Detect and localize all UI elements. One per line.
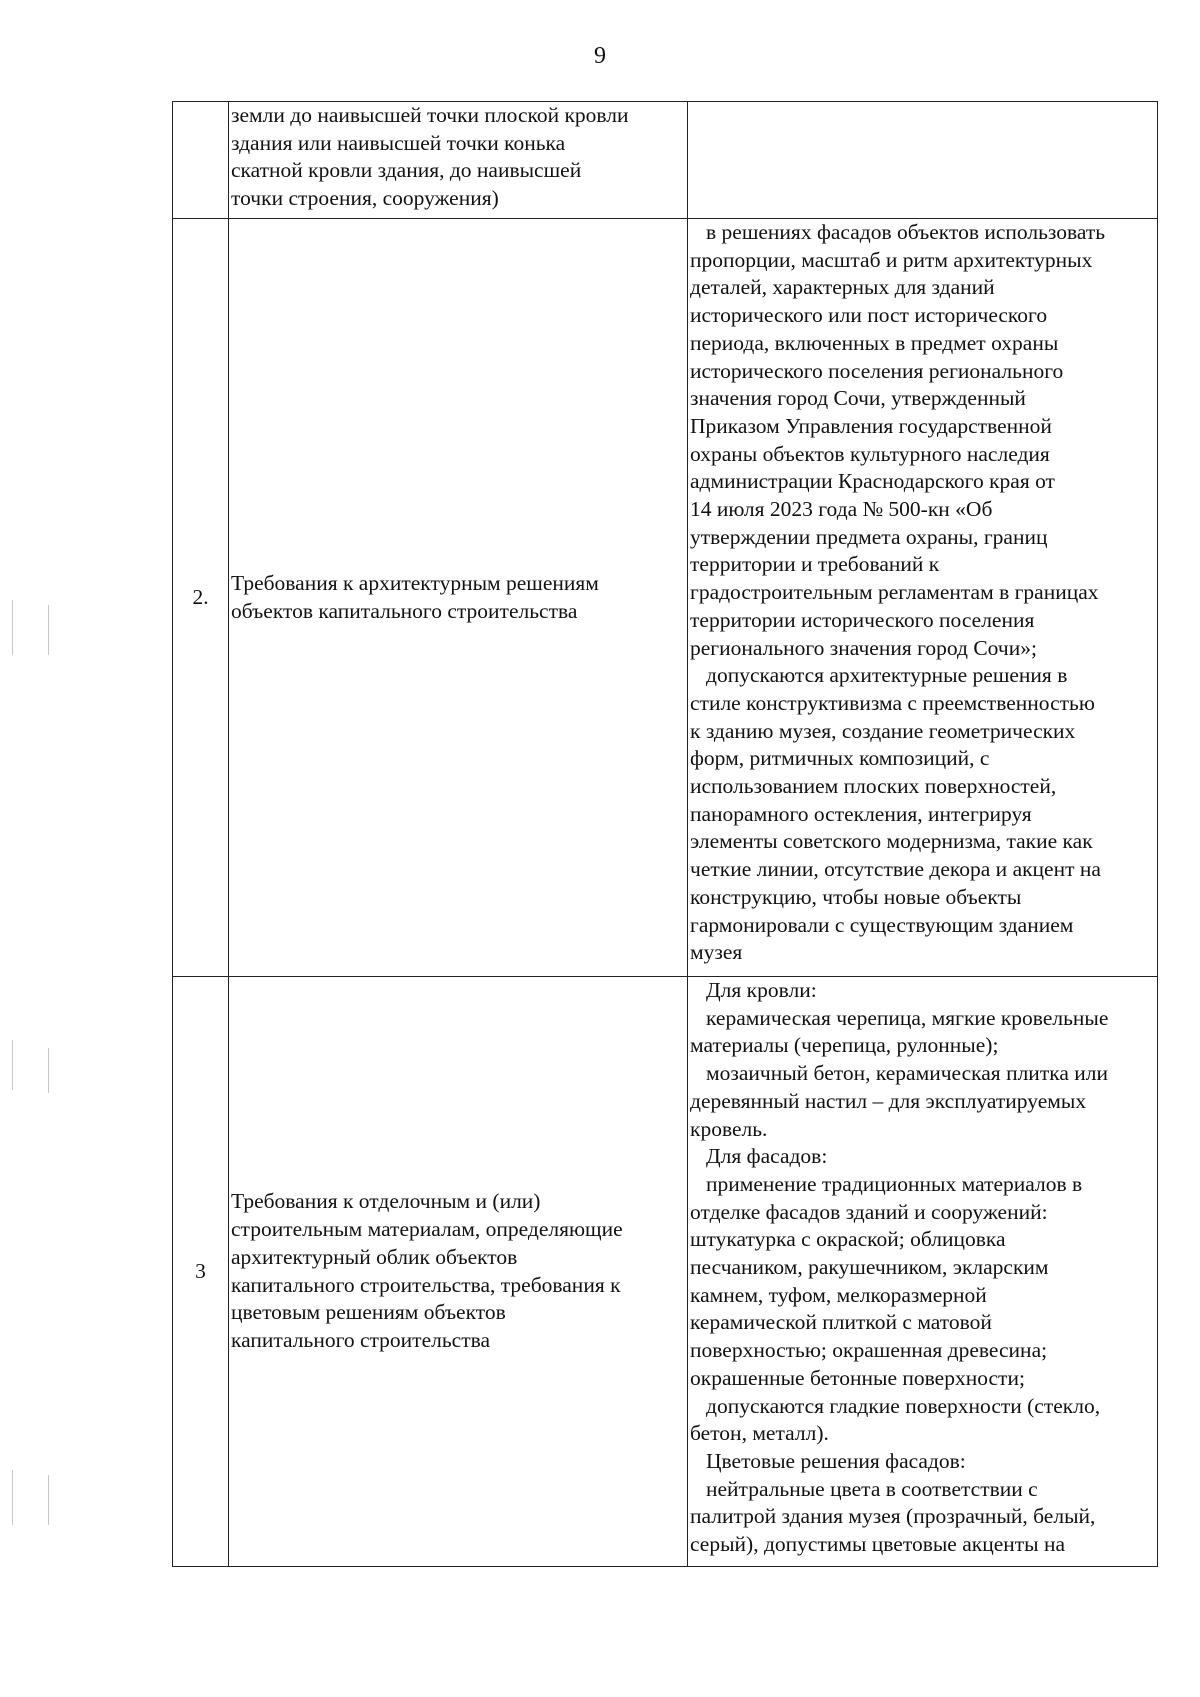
binding-marks: [8, 1040, 58, 1100]
text-line: гармонировали с существующим зданием: [690, 912, 1074, 937]
text-line: Для кровли:: [706, 978, 817, 1002]
text-line: отделке фасадов зданий и сооружений:: [690, 1199, 1048, 1224]
requirement-value: [688, 102, 1158, 219]
text-line: здания или наивысшей точки конька: [231, 130, 566, 155]
text-line: периода, включенных в предмет охраны: [690, 330, 1059, 355]
text-line: Требования к архитектурным решениям: [231, 570, 599, 595]
text-line: точки строения, сооружения): [231, 186, 499, 211]
text-line: стиле конструктивизма с преемственностью: [690, 690, 1095, 715]
text-line: капитального строительства, требования к: [231, 1272, 621, 1297]
text-line: форм, ритмичных композиций, с: [690, 746, 990, 771]
text-line: поверхностью; окрашенная древесина;: [690, 1338, 1048, 1363]
requirement-name: [229, 977, 688, 1567]
text-line: градостроительным регламентам в границах: [690, 580, 1099, 605]
table-row: [173, 977, 1158, 1567]
text-line: штукатурка с окраской; облицовка: [690, 1227, 1006, 1252]
text-line: четкие линии, отсутствие декора и акцент на: [690, 857, 1101, 882]
text-line: строительным материалам, определяющие: [231, 1217, 623, 1242]
text-line: архитектурный облик объектов: [231, 1244, 518, 1269]
row-number: 2.: [173, 219, 229, 977]
text-line: нейтральные цвета в соответствии с: [706, 1476, 1038, 1501]
text-line: Приказом Управления государственной: [690, 413, 1052, 438]
text-line: капитального строительства: [231, 1327, 491, 1352]
text-line: исторического поселения регионального: [690, 358, 1064, 383]
text-line: Для фасадов:: [706, 1144, 828, 1169]
requirement-value: [688, 977, 1158, 1567]
text-line: серый), допустимы цветовые акценты на: [690, 1532, 1066, 1557]
requirement-value: [688, 219, 1158, 977]
text-line: элементы советского модернизма, такие как: [690, 829, 1093, 854]
text-line: администрации Краснодарского края от: [690, 469, 1055, 494]
requirement-name: [229, 102, 688, 219]
text-line: керамической плиткой с матовой: [690, 1310, 992, 1335]
text-line: мозаичный бетон, керамическая плитка или: [706, 1061, 1108, 1086]
text-line: 14 июля 2023 года № 500-кн «Об: [690, 497, 993, 522]
text-line: в решениях фасадов объектов использовать: [706, 220, 1106, 244]
table-row: [173, 102, 1158, 219]
text-line: применение традиционных материалов в: [706, 1171, 1083, 1196]
text-line: территории исторического поселения: [690, 607, 1035, 632]
text-line: допускаются гладкие поверхности (стекло,: [706, 1393, 1101, 1418]
text-line: песчаником, ракушечником, экларским: [690, 1255, 1049, 1280]
text-line: окрашенные бетонные поверхности;: [690, 1365, 1025, 1390]
page-number: 9: [594, 43, 606, 69]
text-line: Требования к отделочным и (или): [231, 1189, 541, 1214]
binding-marks: [8, 600, 58, 660]
text-line: палитрой здания музея (прозрачный, белый,: [690, 1504, 1096, 1529]
row-number: 3: [173, 977, 229, 1567]
text-line: цветовым решениям объектов: [231, 1300, 506, 1325]
text-line: бетон, металл).: [690, 1421, 829, 1446]
text-line: исторического или пост исторического: [690, 303, 1048, 328]
text-line: пропорции, масштаб и ритм архитектурных: [690, 247, 1093, 272]
requirement-name: [229, 219, 688, 977]
text-line: камнем, туфом, мелкоразмерной: [690, 1282, 987, 1307]
requirements-table: [172, 101, 1158, 1567]
text-line: музея: [690, 940, 743, 965]
text-line: использованием плоских поверхностей,: [690, 774, 1057, 799]
text-line: допускаются архитектурные решения в: [706, 663, 1068, 688]
text-line: к зданию музея, создание геометрических: [690, 718, 1076, 743]
text-line: земли до наивысшей точки плоской кровли: [231, 103, 629, 127]
text-line: регионального значения город Сочи»;: [690, 635, 1037, 660]
text-line: кровель.: [690, 1116, 768, 1141]
text-line: деталей, характерных для зданий: [690, 275, 995, 300]
text-line: керамическая черепица, мягкие кровельные: [706, 1005, 1109, 1030]
text-line: деревянный настил – для эксплуатируемых: [690, 1088, 1087, 1113]
table-row: [173, 219, 1158, 977]
binding-marks: [8, 1470, 58, 1530]
text-line: территории и требований к: [690, 552, 940, 577]
text-line: объектов капитального строительства: [231, 598, 578, 623]
row-number: [173, 102, 229, 219]
text-line: охраны объектов культурного наследия: [690, 441, 1050, 466]
text-line: конструкцию, чтобы новые объекты: [690, 884, 1022, 909]
text-line: материалы (черепица, рулонные);: [690, 1033, 999, 1058]
text-line: панорамного остекления, интегрируя: [690, 801, 1032, 826]
text-line: скатной кровли здания, до наивысшей: [231, 158, 582, 183]
text-line: утверждении предмета охраны, границ: [690, 524, 1048, 549]
text-line: значения город Сочи, утвержденный: [690, 386, 1026, 411]
text-line: Цветовые решения фасадов:: [706, 1448, 966, 1473]
